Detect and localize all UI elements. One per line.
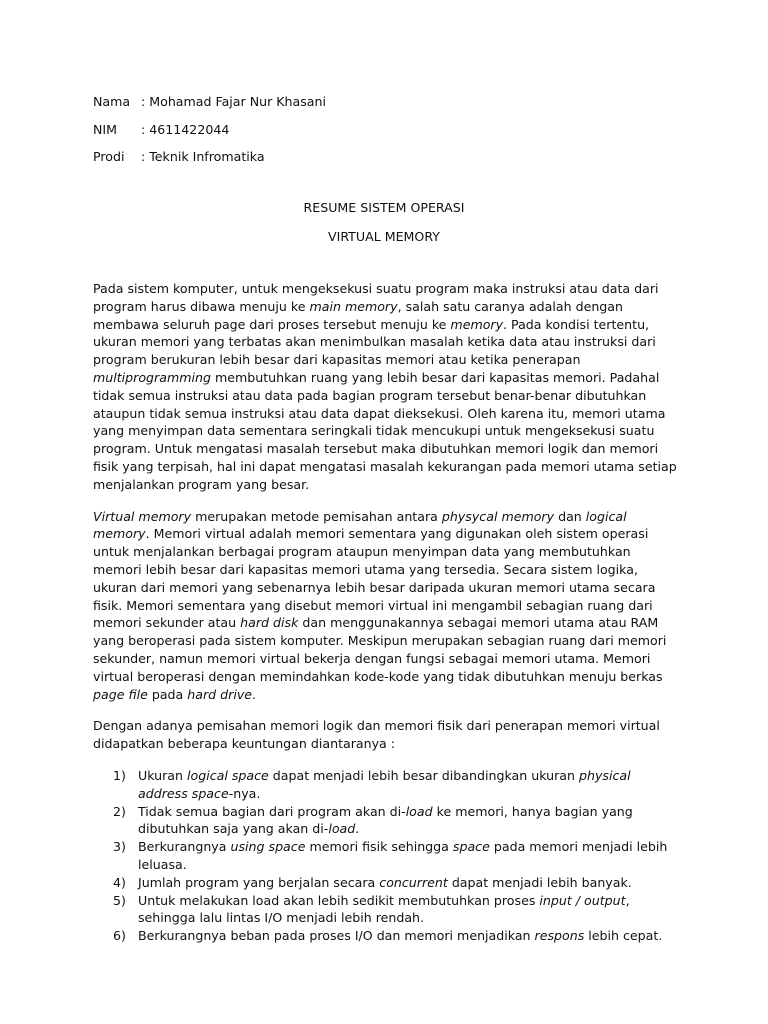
text-run: yang menyimpan data sementara seringkali tidak mencukupi untuk mengeksekusi suatu	[93, 423, 655, 439]
text-run: yang beroperasi pada sistem komputer. Meskipun merupakan sebagian ruang dari memori	[93, 633, 667, 649]
text-run: dapat menjadi lebih banyak.	[447, 874, 632, 890]
list-item	[93, 838, 683, 874]
text-run: dapat menjadi lebih besar dibandingkan ukuran	[268, 767, 579, 783]
text-run: pada memori menjadi lebih	[489, 839, 668, 855]
italic-term: memory	[450, 316, 504, 332]
identity-value: : Teknik Infromatika	[141, 149, 265, 165]
text-run: membutuhkan ruang yang lebih besar dari kapasitas memori. Padahal	[210, 369, 660, 385]
text-line	[93, 579, 683, 597]
list-item-text	[138, 838, 667, 874]
text-run: leluasa.	[138, 856, 187, 872]
text-run: didapatkan beberapa keuntungan diantaranya :	[93, 736, 396, 752]
identity-value: : 4611422044	[141, 121, 230, 137]
text-line	[138, 892, 630, 910]
text-line	[93, 735, 683, 753]
text-line	[93, 280, 683, 298]
text-run: .	[355, 821, 360, 837]
italic-term: multiprogramming	[93, 369, 211, 385]
list-item	[93, 803, 683, 839]
list-item	[93, 874, 683, 892]
italic-term: using space	[230, 839, 306, 855]
italic-term: hard disk	[240, 615, 299, 631]
text-line	[93, 508, 683, 526]
text-line	[138, 803, 633, 821]
text-line	[93, 686, 683, 704]
text-run: virtual beroperasi dengan memindahkan kode-kode yang tidak dibutuhkan menuju berkas	[93, 668, 663, 684]
text-run: Berkurangnya beban pada proses I/O dan memori menjadikan	[138, 928, 535, 944]
text-line	[93, 369, 683, 387]
identity-label: Prodi	[93, 149, 125, 165]
text-line	[138, 927, 662, 945]
text-run: .	[252, 686, 257, 702]
italic-term: Virtual memory	[93, 508, 192, 524]
list-number: 2)	[113, 803, 126, 819]
text-run: Tidak semua bagian dari program akan di-	[138, 803, 406, 819]
text-line	[138, 856, 667, 874]
text-run: ke memori, hanya bagian yang	[432, 803, 633, 819]
text-line	[93, 717, 683, 735]
text-line	[93, 422, 683, 440]
paragraph	[93, 508, 683, 704]
identity-row-nim	[93, 116, 326, 144]
list-item-text	[138, 874, 632, 892]
document-subtitle: VIRTUAL MEMORY	[328, 229, 440, 244]
paragraph	[93, 280, 683, 494]
list-item-text	[138, 803, 633, 839]
text-run: Dengan adanya pemisahan memori logik dan memori fisik dari penerapan memori virtual	[93, 718, 660, 734]
list-item	[93, 927, 683, 945]
italic-term: space	[452, 839, 490, 855]
text-run: program berukuran lebih besar dari kapasitas memori atau ketika penerapan	[93, 352, 581, 368]
text-run: Ukuran	[138, 767, 187, 783]
text-line	[93, 476, 683, 494]
text-line	[93, 632, 683, 650]
identity-row-name	[93, 88, 326, 116]
italic-term: load	[328, 821, 356, 837]
text-run: Jumlah program yang berjalan secara	[138, 874, 380, 890]
italic-term: input / output	[539, 892, 626, 908]
paragraphs	[93, 280, 683, 753]
text-run: memori fisik sehingga	[305, 839, 453, 855]
text-run: sehingga lalu lintas I/O menjadi lebih rendah.	[138, 910, 425, 926]
text-line	[93, 668, 683, 686]
text-line	[138, 785, 631, 803]
text-line	[93, 333, 683, 351]
text-run: program. Untuk mengatasi masalah tersebut maka dibutuhkan memori logik dan memori	[93, 441, 659, 457]
text-run: dibutuhkan saja yang akan di-	[138, 821, 329, 837]
text-run: Berkurangnya	[138, 839, 231, 855]
identity-value: : Mohamad Fajar Nur Khasani	[141, 94, 327, 110]
text-line	[93, 458, 683, 476]
italic-term: physycal memory	[441, 508, 555, 524]
text-line	[93, 405, 683, 423]
text-line	[138, 820, 633, 838]
text-line	[93, 525, 683, 543]
text-run: -nya.	[228, 785, 261, 801]
text-run: sekunder, namun memori virtual bekerja dengan fungsi sebagai memori utama. Memori	[93, 650, 651, 666]
text-line	[93, 440, 683, 458]
text-line	[93, 614, 683, 632]
title-block	[0, 200, 768, 258]
text-run: ,	[625, 892, 630, 908]
text-run: dan	[554, 508, 586, 524]
text-run: Untuk melakukan load akan lebih sedikit membutuhkan proses	[138, 892, 540, 908]
list-number: 6)	[113, 928, 126, 944]
text-run: fisik yang terpisah, hal ini dapat mengatasi masalah kekurangan pada memori utama setiap	[93, 458, 677, 474]
text-line	[93, 316, 683, 334]
text-run: . Memori virtual adalah memori sementara yang digunakan oleh sistem operasi	[145, 526, 649, 542]
text-run: menjalankan program yang besar.	[93, 476, 310, 492]
identity-row-prodi	[93, 143, 326, 171]
text-run: , salah satu caranya adalah dengan	[397, 298, 623, 314]
text-run: memori lebih besar dari kapasitas memori utama yang tersedia. Secara sistem logika,	[93, 561, 638, 577]
text-run: fisik. Memori sementara yang disebut memori virtual ini mengambil sebagian ruang dari	[93, 597, 653, 613]
body-text	[93, 280, 683, 945]
italic-term: main memory	[309, 298, 398, 314]
text-run: pada	[147, 686, 188, 702]
text-line	[93, 351, 683, 369]
text-run: untuk menjalankan berbagai program ataupun menyimpan data yang membutuhkan	[93, 544, 631, 560]
italic-term: page file	[93, 686, 148, 702]
text-line	[93, 650, 683, 668]
identity-label: Nama	[93, 94, 131, 110]
text-run: lebih cepat.	[584, 928, 663, 944]
text-run: ataupun tidak semua instruksi atau data dapat dieksekusi. Oleh karena itu, memori utama	[93, 405, 666, 421]
text-line	[138, 909, 630, 927]
list-item-text	[138, 927, 662, 945]
list-number: 1)	[113, 767, 126, 783]
text-run: Pada sistem komputer, untuk mengeksekusi suatu program maka instruksi atau data dari	[93, 281, 659, 296]
document-title: RESUME SISTEM OPERASI	[303, 200, 465, 215]
italic-term: address space	[138, 785, 229, 801]
text-line	[93, 543, 683, 561]
italic-term: load	[405, 803, 433, 819]
text-run: ukuran dari memori yang sebenarnya lebih besar daripada ukuran memori utama secara	[93, 579, 656, 595]
italic-term: hard drive	[187, 686, 253, 702]
italic-term: concurrent	[379, 874, 448, 890]
list-number: 3)	[113, 839, 126, 855]
list-number: 5)	[113, 892, 126, 908]
text-run: dan menggunakannya sebagai memori utama atau RAM	[298, 615, 659, 631]
list-item	[93, 767, 683, 803]
paragraph	[93, 717, 683, 753]
list-item	[93, 892, 683, 928]
text-run: . Pada kondisi tertentu,	[503, 316, 650, 332]
text-run: memori sekunder atau	[93, 615, 241, 631]
text-line	[138, 838, 667, 856]
text-run: program harus dibawa menuju ke	[93, 298, 310, 314]
text-line	[93, 387, 683, 405]
italic-term: logical space	[187, 767, 269, 783]
list-number: 4)	[113, 874, 126, 890]
list-item-text	[138, 892, 630, 928]
italic-term: physical	[578, 767, 631, 783]
text-run: ukuran memori yang terbatas akan menimbulkan masalah ketika data atau instruksi dari	[93, 334, 656, 350]
italic-term: respons	[534, 928, 585, 944]
italic-term: memory	[93, 526, 146, 542]
list-item-text	[138, 767, 631, 803]
text-line	[93, 597, 683, 615]
text-line	[138, 874, 632, 892]
text-line	[138, 767, 631, 785]
text-line	[93, 561, 683, 579]
text-run: merupakan metode pemisahan antara	[191, 508, 442, 524]
benefits-list	[93, 767, 683, 945]
italic-term: logical	[585, 508, 627, 524]
identity-block	[93, 88, 326, 171]
text-run: membawa seluruh page dari proses tersebut menuju ke	[93, 316, 451, 332]
text-line	[93, 298, 683, 316]
text-run: tidak semua instruksi atau data pada bagian program tersebut benar-benar dibutuhkan	[93, 387, 647, 403]
identity-label: NIM	[93, 121, 118, 137]
